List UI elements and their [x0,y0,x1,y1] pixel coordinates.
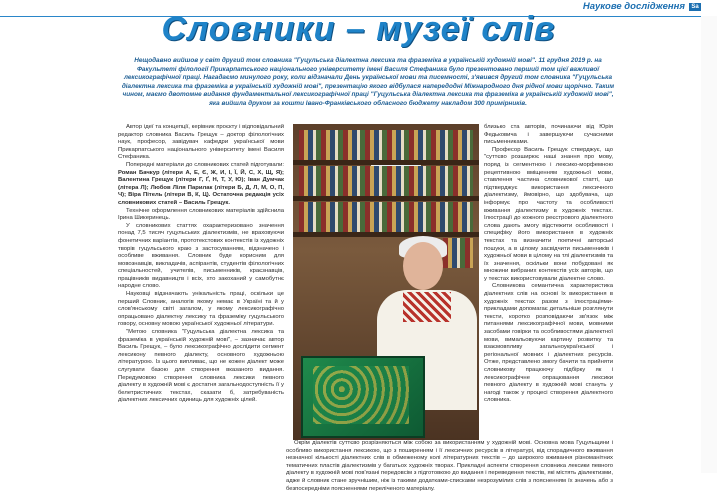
right-column [484,124,613,446]
paragraph: Окрім діалектів суттєво розрізняються між собою за використанням у художній мові. Основна мова Гуцульщини і особливо використання лексикою, що з поширенням і її лексичних ресурсів в літературі, від спорадичного вживання незначної кількості діалектних слів в обмеженому колі літературних текстів – до широкого вживання різноманітних тематичних пластів діалектизмів у багатьох художніх творах. Прикладні аспекти створення словника лексики певного діалекту в художній мові пов'язані передовсім з підготовкою до видання і переведення текстів, які містять діалектизми, адже й словник стане зручнішим, ніж із такими додатками-списками незрозумілих слів з поясненням їх значень або з безпосередніми поясненнями переліченого матеріалу. [286,440,613,492]
paragraph: Професор Василь Грещук стверджує, що "суттєво розширює наші знання про мову, поряд із сегментною і лексико-морфемною рецептивною вміщенням художньої мови, ставлення частина словникової статті, що підтверджує використання лексичного діалектизму, ймовірно, що здобувача, що інформує про частоту та особливості вживання діалектизму в художніх текстах. Ілюстрації до кожного реєстрового діалектного слова дають змогу відстежити особливості і специфіку його використання в художніх текстах та визначити поетичні авторські пошуки, а в цілому засвідчити письменників і художньої мови в цілому на тлі діалектизмів та їх значення, оскільки вони побудовані як множини вибраних контекстів усіх авторів, що у текстах використовували діалектне слово. [484,146,613,282]
bookshelf-row [299,130,473,160]
bookshelf-row [443,238,473,268]
shelf [293,160,479,165]
paragraph [118,162,284,208]
embroidered-shirt [403,292,451,322]
book-ornament [313,366,409,424]
shelf [293,232,479,237]
bottom-text [286,440,613,492]
paragraph: Технічне оформлення словникових матеріалів здійснила Ірина Шикеринець. [118,207,284,222]
paragraph: У словникових статтях охарактеризовано значення понад 7,5 тисяч гуцульських діалектизмів, не враховуючи фонетичних варіантів, прототекстових контекстів із художніх творів гуцульського краю з застосуванням, відзначено і особливе вживання. Словник буде корисним для мовознавців, викладачів, аспірантів, студентів філологічних спеціальностей, учителів, письменників, краєзнавців, працівників видавництв і всіх, хто закоханий у самобутнє народне слово. [118,222,284,290]
page-edge [701,16,717,473]
paragraph: Автор ідеї та концепції, керівник проєкту і відповідальний редактор словника Василь Грещук – доктор філологічних наук, професор, завідувач кафедри української мови Прикарпатського національного університету імені Василя Стефаника. [118,124,284,161]
article-headline: Словники – музеї слів [161,10,556,48]
left-column [118,124,284,446]
section-title: Наукове дослідження [582,1,685,12]
section-logo-icon: Sa [689,3,701,11]
paragraph: "Метою словника "Гуцульська діалектна лексика та фраземіка в українській художній мові", – зазначає автор Василь Грещук, – було лексикографічно дослідити сегмент лексикону певного діалекту, основного художньою літературою. Із цього випливає, що не кожен діалект може слугувати базою для створення вказаного видання. Передумовою створення словника лексики певного діалекту в художній мові є достатня загальнодоступність її у белетристичних текстах, сказати б, затребуваність діалектних лексичних одиниць для художніх цілей. [118,329,284,404]
shelf [293,196,479,201]
bookshelf-row [299,166,473,196]
paragraph: Словникова семантична характеристика діалектних слів на основі їх використання в художніх текстах разом з ілюстраціями-прикладами допомагає детальніше розглянути тексти, коротко розповідаючи зв'язок між питаннями лексикографічної мови, мовними засобами говірки та особливостями діалектної мови, вимальовуючи картину розвитку та взаємовпливу загальноукраїнської і регіональної мовних і діалектних ресурсів. Отже, представлено змогу бачити та прийняти словникову працюючу підбірку як і лексикографічне опрацювання лексики певного діалекту в художній мові стануть у нагоді також у процесі створення діалектного словника. [484,283,613,404]
paragraph: Науковці відзначають унікальність праці, оскільки це перший Словник, аналогів якому немає в Україні та й у слов'янському світі загалом, у якому лексикографічно опрацьовано діалектну лексику та фраземіку гуцульського говору, основну мовою української художньої літератури. [118,291,284,328]
article-lead: Нещодавно вийшов у світ другий том словника "Гуцульська діалектна лексика та фраземіка в українській художній мові". 11 грудня 2019 р. на Факультеті філології Прикарпатського національного університету імені Василя Стефаника було презентовано перший том цієї важливої лексикографічної праці. Нагадаємо минулого року, коли відзначали День української мови та писемності, з'явився другий том словника "Гуцульська діалектна лексика та фраземіка в українській художній мові", презентацію якого відбулася напередодні Міжнародного дня рідної мови щорічно. Таким чином, маємо двотомне видання фундаментальної лексикографічної праці "Гуцульська діалектна лексика та фраземіка в українській художній мові", яка вийшла друком за кошти Івано-Франківського обласного бюджету накладом 300 примірників. [121,57,615,107]
person-head [403,242,443,290]
contributors-list: Роман Бачкур (літери А, Е, Є, Ж, И, І, Ї, Й, С, Х, Щ, Я); Валентина Грещук (літери Г, Ґ, Н, Т, У, Ю); Іван Думчак (літера Л); Любов Ліля Парилак (літери Б, Д, Л, М, О, П, Ч); Віра Пітель (літери В, К, Ц). Остаточна редакція усіх словникових статей – Василь Грещук. [118,169,284,206]
paragraph-intro: Попередні матеріали до словникових статей підготували: [126,161,284,168]
author-photo [293,124,479,440]
paragraph: близько ста авторів, починаючи від Юрія Федьковича і завершуючи сучасними письменниками. [484,124,613,146]
bookshelf-row [299,202,473,232]
dictionary-book-image [301,356,425,438]
